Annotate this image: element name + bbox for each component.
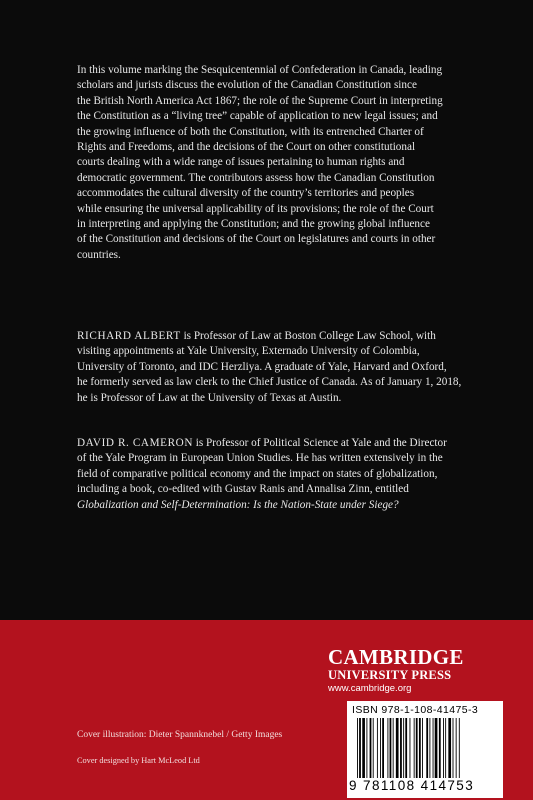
bio-line <box>77 329 479 344</box>
barcode-bar <box>422 718 423 778</box>
publisher-logo <box>328 646 478 695</box>
red-panel <box>0 620 533 800</box>
barcode-bar <box>459 718 460 778</box>
barcode-bar <box>419 718 421 778</box>
blurb-line: In this volume marking the Sesquicentennial of Confederation in Canada, leading <box>77 64 443 76</box>
barcode-bar <box>439 718 441 778</box>
book-blurb <box>77 63 479 263</box>
book-title: Globalization and Self-Determination: Is the Nation-State under Siege? <box>77 498 399 511</box>
blurb-line: the British North America Act 1867; the role of the Supreme Court in interpreting <box>77 94 443 107</box>
cover-design-credit: Cover designed by Hart McLeod Ltd <box>77 756 200 765</box>
author-bio-albert <box>77 329 479 406</box>
barcode-bar <box>357 718 358 778</box>
barcode-bars <box>357 718 497 778</box>
barcode-bar <box>362 718 365 778</box>
barcode-bar <box>429 718 430 778</box>
barcode-bar <box>377 718 378 778</box>
barcode-bar <box>405 718 407 778</box>
barcode-bar <box>373 718 374 778</box>
barcode-bar <box>380 718 381 778</box>
author-name: DAVID R. CAMERON <box>77 437 193 449</box>
blurb-line: Rights and Freedoms, and the decisions of the Court on other constitutional <box>77 141 416 154</box>
blurb-line: accommodates the cultural diversity of the country’s territories and peoples <box>77 187 415 200</box>
isbn-barcode <box>347 701 503 798</box>
blurb-line: in interpreting and applying the Constitution; and the growing global influence <box>77 218 430 231</box>
publisher-subname: UNIVERSITY PRESS <box>328 668 452 682</box>
blurb-line: countries. <box>77 248 121 261</box>
blurb-line: of the Constitution and decisions of the Court on legislatures and courts in other <box>77 233 436 246</box>
publisher-name: CAMBRIDGE <box>328 645 464 669</box>
barcode-bar <box>445 718 446 778</box>
barcode-bar <box>453 718 454 778</box>
barcode-bar <box>410 718 411 778</box>
author-name: RICHARD ALBERT <box>77 330 181 342</box>
barcode-bar <box>400 718 402 778</box>
barcode-bar <box>403 718 404 778</box>
bio-line: including a book, co-edited with Gustav Ranis and Annalisa Zinn, entitled <box>77 483 409 496</box>
publisher-url: www.cambridge.org <box>328 683 412 694</box>
barcode-bar <box>443 718 444 778</box>
bio-line: University of Toronto, and IDC Herzliya. A graduate of Yale, Harvard and Oxford, <box>77 360 447 373</box>
bio-line: of the Yale Program in European Union Studies. He has written extensively in the <box>77 452 443 465</box>
barcode-bar <box>387 718 388 778</box>
blurb-line: the growing influence of both the Constitution, with its entrenched Charter of <box>77 125 424 138</box>
barcode-bar <box>433 718 434 778</box>
barcode-bar <box>448 718 451 778</box>
isbn-label: ISBN 978-1-108-41475-3 <box>352 704 479 716</box>
barcode-bar <box>359 718 361 778</box>
bio-text: is Professor of Law at Boston College Law School, with <box>180 330 436 342</box>
barcode-bar <box>416 718 418 778</box>
author-bio-cameron <box>77 436 479 513</box>
barcode-bar <box>426 718 428 778</box>
bio-line: visiting appointments at Yale University, Externado University of Colombia, <box>77 345 420 358</box>
barcode-bar <box>414 718 415 778</box>
bio-line <box>77 436 479 451</box>
blurb-line: courts dealing with a wide range of issues pertaining to human rights and <box>77 156 405 169</box>
barcode-bar <box>435 718 438 778</box>
blurb-line: democratic government. The contributors assess how the Canadian Constitution <box>77 171 435 184</box>
cover-illustration-credit: Cover illustration: Dieter Spannknebel / Getty Images <box>77 730 283 740</box>
bio-line: field of comparative political economy and the impact on states of globalization, <box>77 467 438 480</box>
barcode-bar <box>382 718 384 778</box>
barcode-bar <box>393 718 394 778</box>
barcode-bar <box>370 718 372 778</box>
blurb-line: while ensuring the universal applicability of its provisions; the role of the Court <box>77 202 434 215</box>
bio-text: is Professor of Political Science at Yale and the Director <box>193 437 447 449</box>
blurb-line: scholars and jurists discuss the evolution of the Canadian Constitution since <box>77 79 417 92</box>
bio-line: he is Professor of Law at the University of Texas at Austin. <box>77 391 342 404</box>
barcode-digits: 9 781108 414753 <box>349 778 475 793</box>
bio-line: he formerly served as law clerk to the Chief Justice of Canada. As of January 1, 2018, <box>77 376 462 389</box>
blurb-line: the Constitution as a “living tree” capable of application to new legal issues; and <box>77 110 438 123</box>
barcode-bar <box>456 718 457 778</box>
barcode-bar <box>390 718 392 778</box>
barcode-bar <box>396 718 399 778</box>
barcode-bar <box>366 718 367 778</box>
